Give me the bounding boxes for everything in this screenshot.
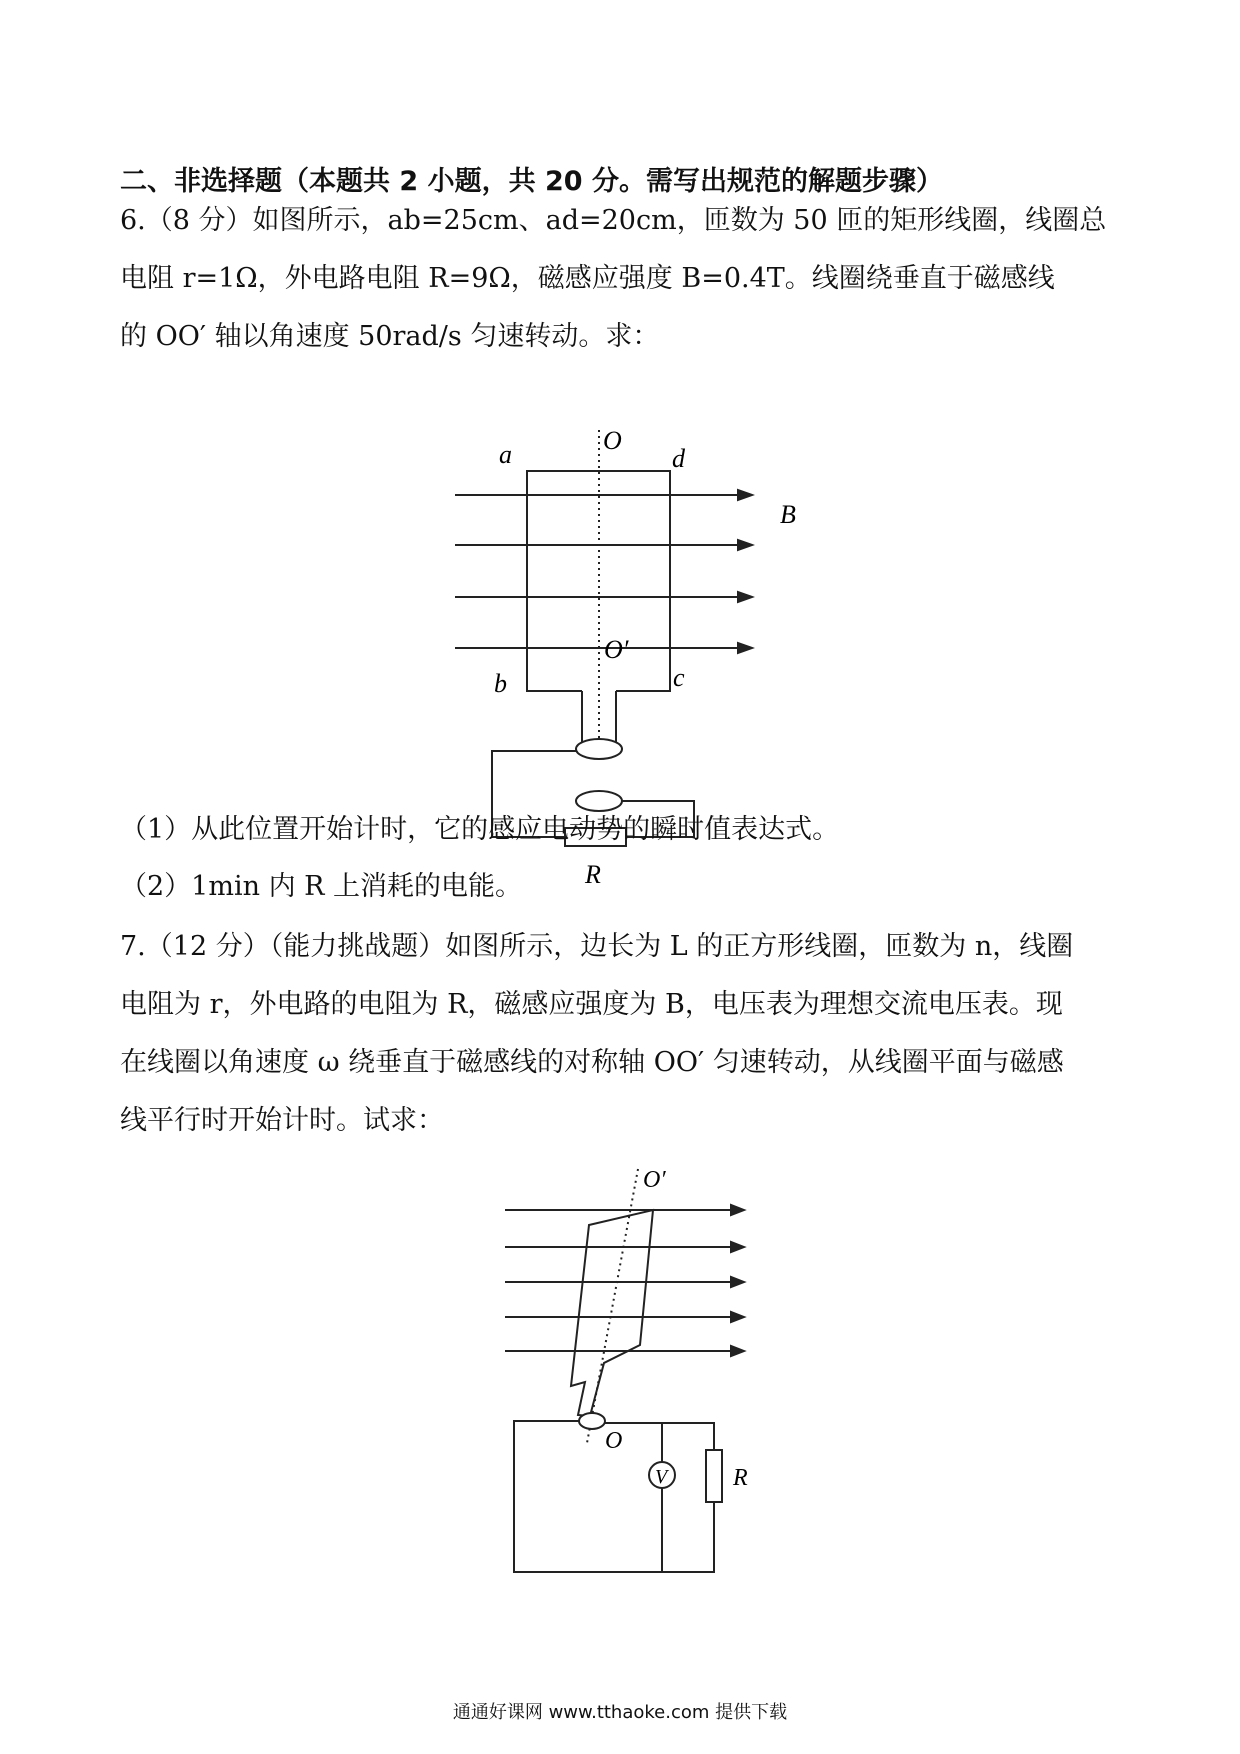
- q6-label-R: R: [585, 860, 601, 889]
- q6-slip-ring-lower: [576, 791, 622, 811]
- q7-label-R: R: [733, 1465, 748, 1491]
- q6-line-2: 电阻 r=1Ω，外电路电阻 R=9Ω，磁感应强度 B=0.4T。线圈绕垂直于磁感线: [120, 263, 1055, 294]
- q7-resistor: [706, 1450, 722, 1502]
- q7-coil: [571, 1210, 653, 1416]
- q6-label-O-prime: O′: [604, 635, 629, 664]
- q7-field-lines: [505, 1205, 744, 1356]
- q7-label-V: V: [655, 1466, 668, 1488]
- q6-line-1: 6.（8 分）如图所示，ab=25cm、ad=20cm，匝数为 50 匝的矩形线圈，线圈总: [120, 205, 1107, 236]
- q6-label-a: a: [499, 440, 512, 469]
- q7-slip-ring: [579, 1413, 605, 1429]
- q7-line-3: 在线圈以角速度 ω 绕垂直于磁感线的对称轴 OO′ 匀速转动，从线圈平面与磁感: [120, 1047, 1064, 1078]
- q7-line-2: 电阻为 r，外电路的电阻为 R，磁感应强度为 B，电压表为理想交流电压表。现: [120, 989, 1063, 1020]
- q6-label-d: d: [672, 444, 685, 473]
- q6-slip-ring-upper: [576, 739, 622, 759]
- q6-sub-question-1: （1）从此位置开始计时，它的感应电动势的瞬时值表达式。: [120, 814, 840, 845]
- q7-label-O: O: [605, 1428, 623, 1454]
- q6-label-c: c: [673, 663, 685, 692]
- q6-label-O: O: [603, 426, 622, 455]
- q7-line-4: 线平行时开始计时。试求：: [120, 1105, 444, 1136]
- q7-figure: [490, 1165, 780, 1605]
- footer-credit: 通通好课网 www.tthaoke.com 提供下载: [452, 1702, 788, 1723]
- q6-label-B: B: [780, 500, 796, 529]
- q7-label-O-prime: O′: [643, 1167, 666, 1193]
- q6-sub-question-2: （2）1min 内 R 上消耗的电能。: [120, 871, 523, 902]
- q6-field-lines: [455, 490, 752, 653]
- q6-line-3: 的 OO′ 轴以角速度 50rad/s 匀速转动。求：: [120, 321, 660, 352]
- q7-line-1: 7.（12 分）（能力挑战题）如图所示，边长为 L 的正方形线圈，匝数为 n，线圈: [120, 931, 1074, 962]
- section-heading: 二、非选择题（本题共 2 小题，共 20 分。需写出规范的解题步骤）: [120, 166, 943, 197]
- q6-label-b: b: [494, 669, 507, 698]
